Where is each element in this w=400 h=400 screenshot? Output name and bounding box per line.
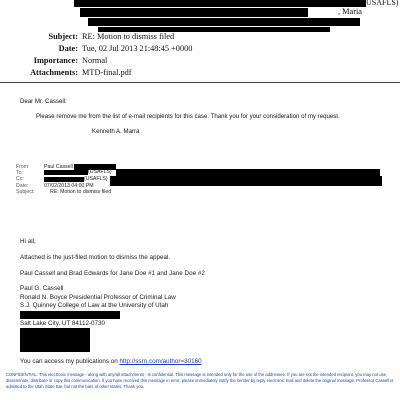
redaction-bar — [88, 18, 360, 26]
redaction-bar — [110, 176, 382, 186]
confidentiality-notice: CONFIDENTIAL: This electronic message - along with any/all attachments - is confidential. This message is intended only for the use of the addressee. If you are not the intended recipient, you may not use, disseminate, distribute or copy this communication. If you have received this message in error, please immediately notify the sender by reply electronic mail and delete the original message. Professor Cassell is admitted to the Utah State Bar, but not the bars of other states. Thank you. — [6, 372, 394, 390]
reply-body: Please remove me from the list of e-mail recipients for this case. Thank you for your consideration of my request. — [36, 113, 340, 120]
redaction-bar — [80, 8, 308, 17]
subject-value: RE: Motion to dismiss filed — [82, 32, 175, 41]
date-label: Date: — [58, 44, 78, 53]
fwd-subject-value: RE: Motion to dismiss filed — [50, 189, 112, 195]
redaction-bar — [20, 311, 120, 319]
redaction-block — [20, 328, 90, 352]
reply-greeting: Dear Mr. Cassell: — [20, 98, 67, 105]
message-line-1: Attached is the just-filed motion to dismiss the appeal. — [20, 254, 171, 261]
fwd-date-value: 07/02/2013 04:00 PM — [44, 183, 94, 189]
from-suffix: USAFLS) — [366, 0, 399, 7]
subject-label: Subject: — [48, 32, 78, 41]
redaction-bar — [44, 177, 84, 182]
importance-value: Normal — [82, 56, 108, 65]
fwd-subject-label: Subject: — [16, 189, 35, 195]
sig-school: S.J. Quinney College of Law at the University of Utah — [20, 302, 169, 309]
sig-title: Ronald N. Boyce Presidential Professor of Criminal Law — [20, 294, 176, 301]
fwd-from-value: Paul Cassell — [44, 164, 73, 170]
header-divider — [0, 82, 400, 83]
redaction-bar — [44, 170, 88, 175]
recipient-name: , Maria — [338, 7, 362, 16]
fwd-cc-suffix: (USAFLS) — [84, 176, 108, 182]
sig-city: Salt Lake City, UT 84112-0730 — [20, 320, 106, 327]
ssrn-link[interactable]: http://ssrn.com/author=30160 — [119, 358, 202, 365]
fwd-to-label: To: — [16, 170, 23, 176]
date-value: Tue, 02 Jul 2013 21:48:45 +0000 — [82, 44, 193, 53]
fwd-date-label: Date: — [16, 183, 29, 189]
fwd-from-label: From: — [16, 164, 30, 170]
fwd-cc-label: Cc: — [16, 176, 24, 182]
publications-line — [20, 358, 202, 365]
redaction-bar — [74, 0, 366, 7]
sig-name: Paul G. Cassell — [20, 285, 64, 292]
publications-prefix: You can access my publications on — [20, 358, 120, 365]
message-line-2: Paul Cassell and Brad Edwards for Jane Doe #1 and Jane Doe #2 — [20, 270, 205, 277]
fwd-to-suffix: (USAFLS) — [88, 169, 112, 175]
importance-label: Importance: — [33, 56, 78, 65]
message-greeting: Hi all, — [20, 238, 36, 245]
attachment-link[interactable]: MTD-final.pdf — [82, 68, 132, 77]
reply-signature: Kenneth A. Marra — [92, 128, 140, 135]
attachments-label: Attachments: — [30, 68, 78, 77]
